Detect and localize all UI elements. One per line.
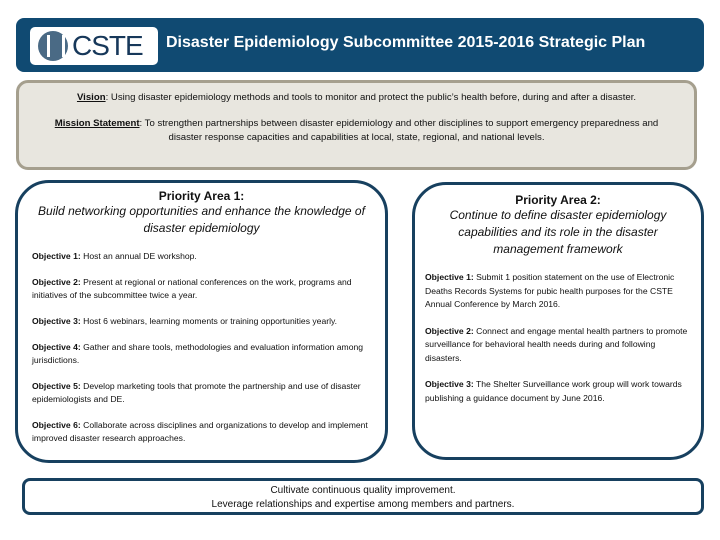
mission-label: Mission Statement	[54, 118, 140, 129]
objective-label: Objective 1:	[32, 251, 81, 261]
footer-line-1: Cultivate continuous quality improvement.	[270, 485, 456, 496]
priority-2-subtitle: Continue to define disaster epidemiology capabilities and its role in the disaster management framework	[449, 208, 667, 256]
page-title: Disaster Epidemiology Subcommittee 2015-2016 Strategic Plan	[166, 34, 646, 51]
objective-text: Gather and share tools, methodologies and evaluation information among jurisdictions.	[32, 342, 364, 365]
objective-text: Develop marketing tools that promote the partnership and use of disaster epidemiologists and DE.	[32, 381, 361, 404]
mission-text: : To strengthen partnerships between disaster epidemiology and other disciplines to support emergency preparedness and disaster response capacities and capabilities at local, state, regional, and national levels.	[139, 118, 659, 143]
objective	[32, 341, 371, 367]
objective-text: Host an annual DE workshop.	[80, 251, 197, 261]
objective	[32, 315, 371, 328]
vision-label: Vision	[76, 92, 106, 103]
objective	[425, 378, 691, 405]
objective-label: Objective 1:	[425, 272, 474, 282]
objective-label: Objective 6:	[32, 420, 81, 430]
cste-logo-icon	[38, 31, 68, 61]
cste-logo	[30, 27, 158, 65]
objective-text: Submit 1 position statement on the use of Electronic Deaths Records Systems for pubic health purposes for the CSTE Annual Conference by March 2016.	[425, 272, 675, 309]
priority-1-title: Priority Area 1:	[158, 189, 245, 203]
priority-area-1	[15, 180, 388, 463]
objective-text: Host 6 webinars, learning moments or training opportunities yearly.	[80, 316, 338, 326]
objective-text: Collaborate across disciplines and organizations to develop and implement improved disaster research approaches.	[32, 420, 368, 443]
objective-label: Objective 3:	[425, 379, 474, 389]
objective-text: Present at regional or national conferences on the work, programs and initiatives of the subcommittee twice a year.	[32, 277, 352, 300]
vision-statement	[39, 91, 674, 105]
vision-text: : Using disaster epidemiology methods and tools to monitor and protect the public’s health before, during and after a disaster.	[105, 92, 637, 103]
footer-goals-box	[22, 478, 704, 515]
priority-area-2	[412, 182, 704, 460]
mission-statement	[39, 117, 674, 145]
objective-label: Objective 5:	[32, 381, 81, 391]
objective	[32, 419, 371, 445]
logo-text: CSTE	[72, 30, 143, 61]
objective	[32, 250, 371, 263]
footer-line-2: Leverage relationships and expertise among members and partners.	[211, 499, 515, 510]
objective	[425, 325, 691, 366]
vision-mission-box	[16, 80, 697, 170]
objective-label: Objective 4:	[32, 342, 81, 352]
header-banner	[16, 18, 704, 72]
objective-text: Connect and engage mental health partners to promote surveillance for behavioral health needs during and following disasters.	[425, 325, 688, 363]
priority-1-subtitle: Build networking opportunities and enhance the knowledge of disaster epidemiology	[38, 204, 365, 235]
objective-label: Objective 2:	[32, 277, 81, 287]
objective-label: Objective 3:	[32, 316, 81, 326]
priority-2-title: Priority Area 2:	[515, 193, 601, 207]
objective-label: Objective 2:	[425, 325, 474, 336]
objective	[425, 271, 691, 312]
objective	[32, 380, 371, 406]
objective-text: The Shelter Surveillance work group will work towards publishing a guidance document by June 2016.	[425, 379, 682, 403]
objective	[32, 276, 371, 302]
